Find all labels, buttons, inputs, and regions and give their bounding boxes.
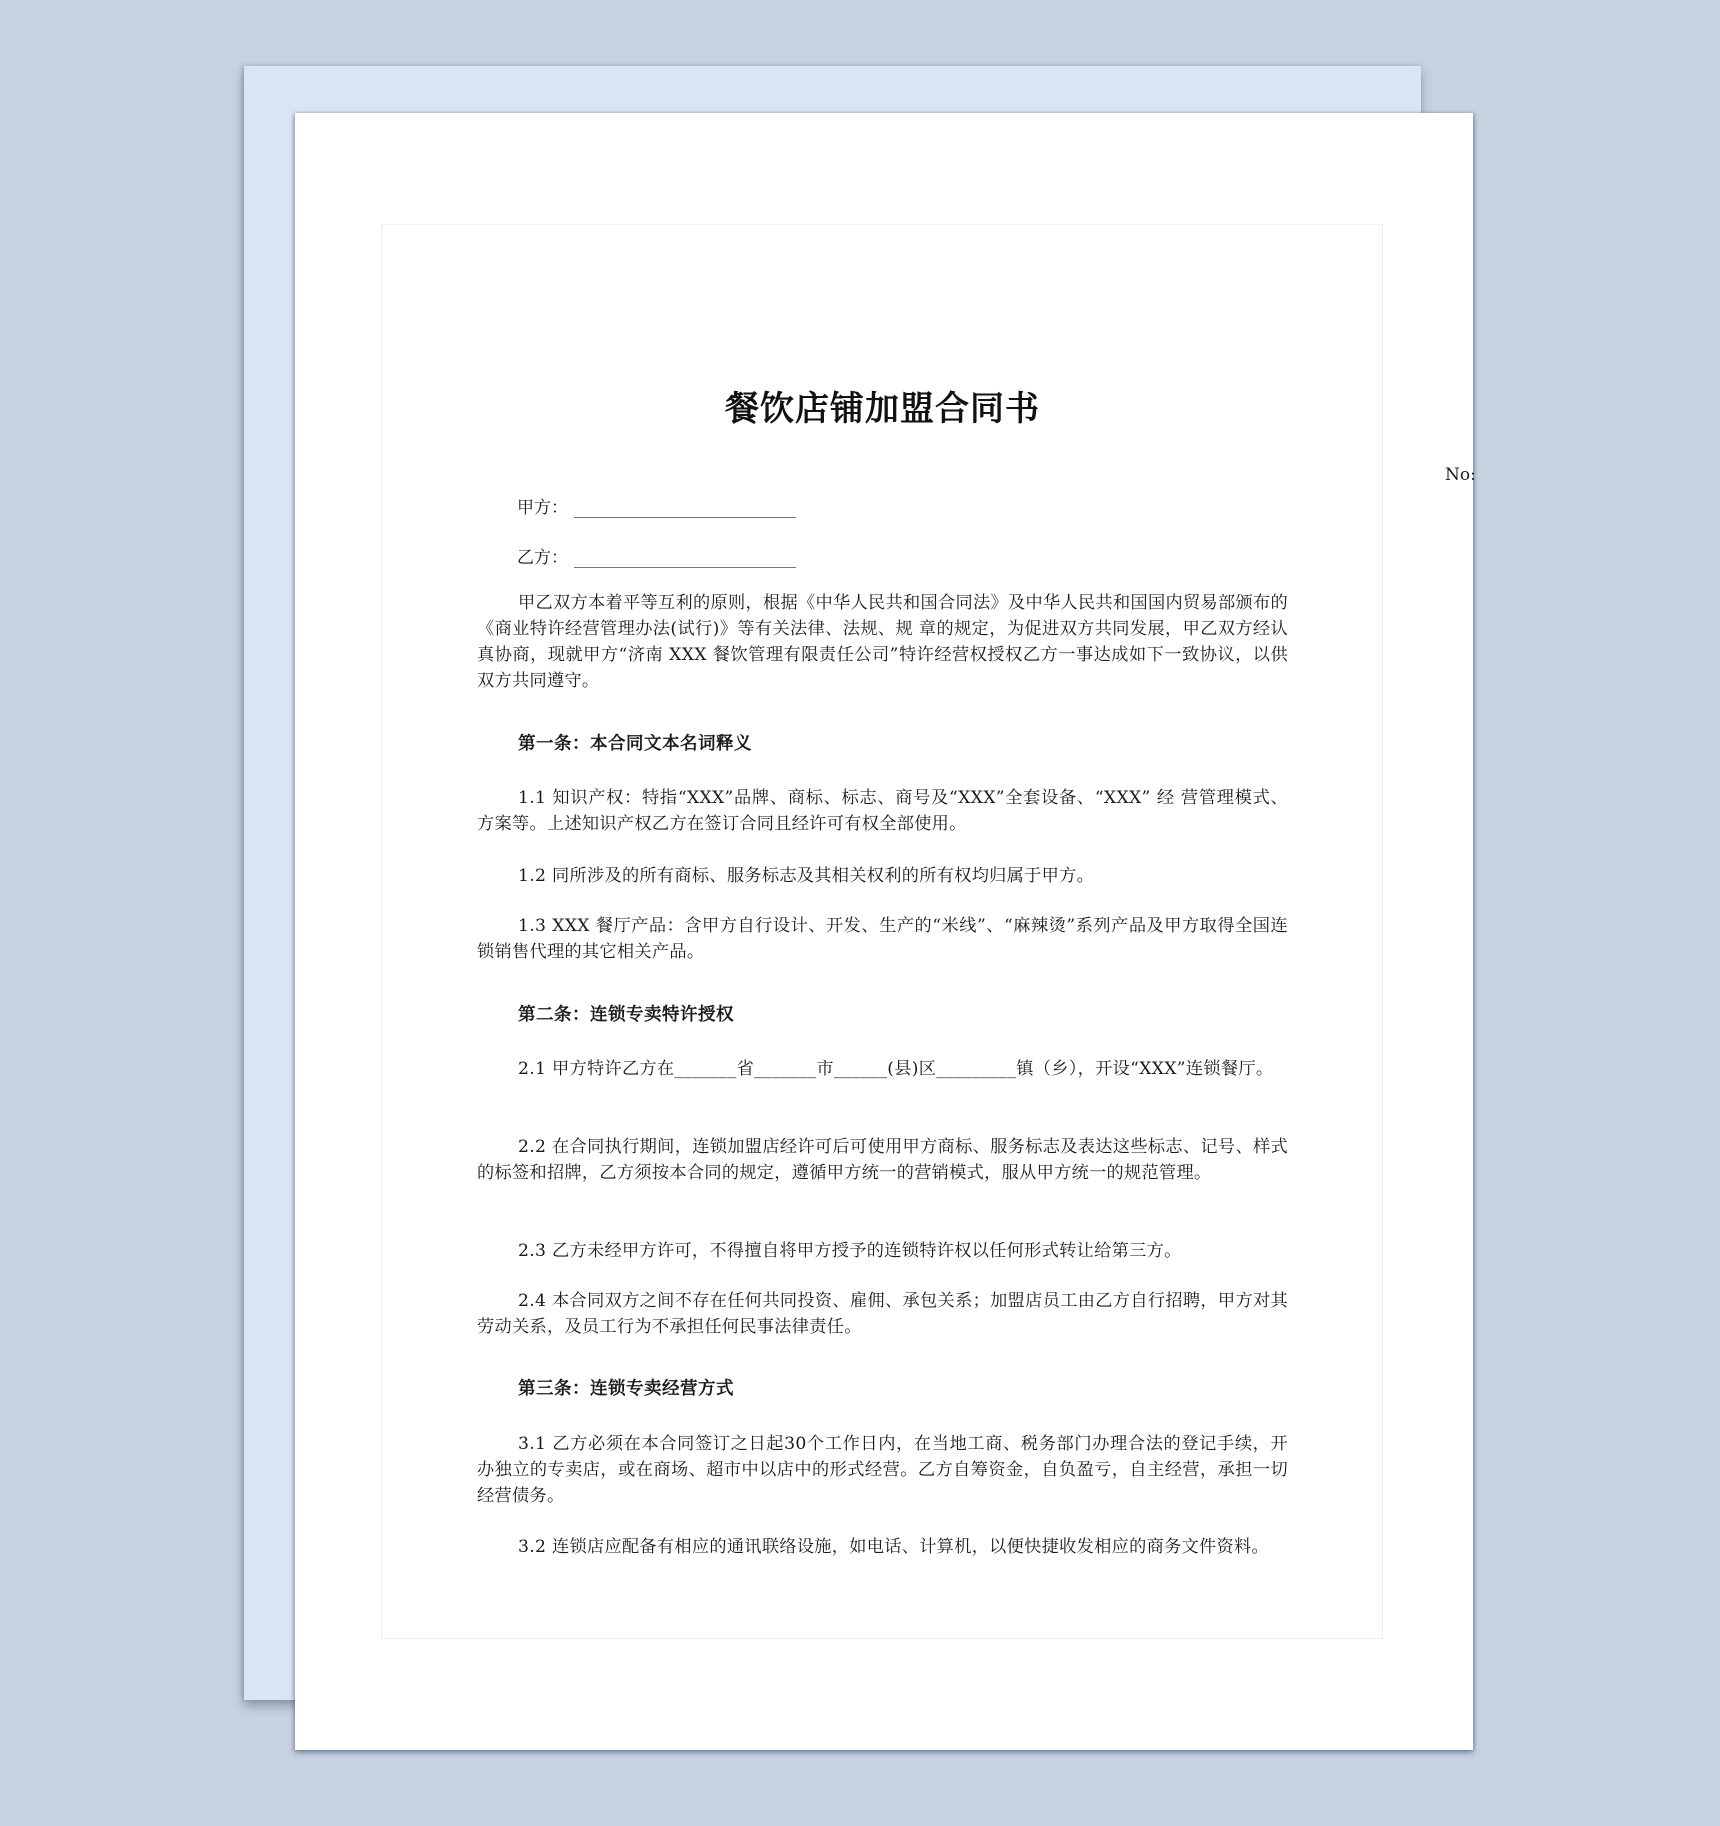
clause-2-2: 2.2 在合同执行期间，连锁加盟店经许可后可使用甲方商标、服务标志及表达这些标志、记号、样式的标签和招牌，乙方须按本合同的规定，遵循甲方统一的营销模式，服从甲方统一的规范管理。 (477, 1137, 1288, 1183)
clause-2-3: 2.3 乙方未经甲方许可，不得擅自将甲方授予的连锁特许权以任何形式转让给第三方。 (518, 1241, 1182, 1261)
party-b-blank (574, 549, 796, 568)
section-1-heading: 第一条：本合同文本名词释义 (518, 734, 752, 754)
front-page-sheet (295, 113, 1476, 1750)
clause-1-1: 1.1 知识产权：特指“XXX”品牌、商标、标志、商号及“XXX”全套设备、“XXX” 经 营管理模式、方案等。上述知识产权乙方在签订合同且经许可有权全部使用。 (477, 788, 1288, 834)
clause-3-1: 3.1 乙方必须在本合同签订之日起30个工作日内，在当地工商、税务部门办理合法的登记手续，开办独立的专卖店，或在商场、超市中以店中的形式经营。乙方自筹资金，自负盈亏，自主经营，承担一切经营债务。 (477, 1434, 1288, 1506)
contract-number-label: No: (1445, 465, 1476, 485)
party-a-blank (574, 499, 796, 518)
party-b-label: 乙方： (517, 548, 568, 568)
party-a-field (517, 493, 796, 518)
party-b-field (517, 543, 796, 568)
section-3-heading: 第三条：连锁专卖经营方式 (518, 1379, 734, 1399)
clause-3-2: 3.2 连锁店应配备有相应的通讯联络设施，如电话、计算机，以便快捷收发相应的商务文件资料。 (518, 1537, 1269, 1557)
clause-1-3: 1.3 XXX 餐厅产品：含甲方自行设计、开发、生产的“米线”、“麻辣烫”系列产品及甲方取得全国连锁销售代理的其它相关产品。 (477, 916, 1288, 962)
preamble-paragraph: 甲乙双方本着平等互利的原则，根据《中华人民共和国合同法》及中华人民共和国国内贸易部颁布的《商业特许经营管理办法(试行)》等有关法律、法规、规 章的规定，为促进双方共同发展，甲乙双方经认真协商，现就甲方“济南 XXX 餐饮管理有限责任公司”特许经营权授权乙方一事达成如下一致协议，以供双方共同遵守。 (477, 593, 1288, 691)
section-2-heading: 第二条：连锁专卖特许授权 (518, 1005, 734, 1025)
clause-2-1: 2.1 甲方特许乙方在_______省_______市______(县)区_________镇（乡），开设“XXX”连锁餐厅。 (518, 1059, 1274, 1079)
clause-2-4: 2.4 本合同双方之间不存在任何共同投资、雇佣、承包关系；加盟店员工由乙方自行招聘，甲方对其劳动关系，及员工行为不承担任何民事法律责任。 (477, 1291, 1288, 1337)
party-a-label: 甲方： (517, 498, 568, 518)
clause-1-2: 1.2 同所涉及的所有商标、服务标志及其相关权利的所有权均归属于甲方。 (518, 866, 1095, 886)
document-title: 餐饮店铺加盟合同书 (725, 389, 1040, 429)
